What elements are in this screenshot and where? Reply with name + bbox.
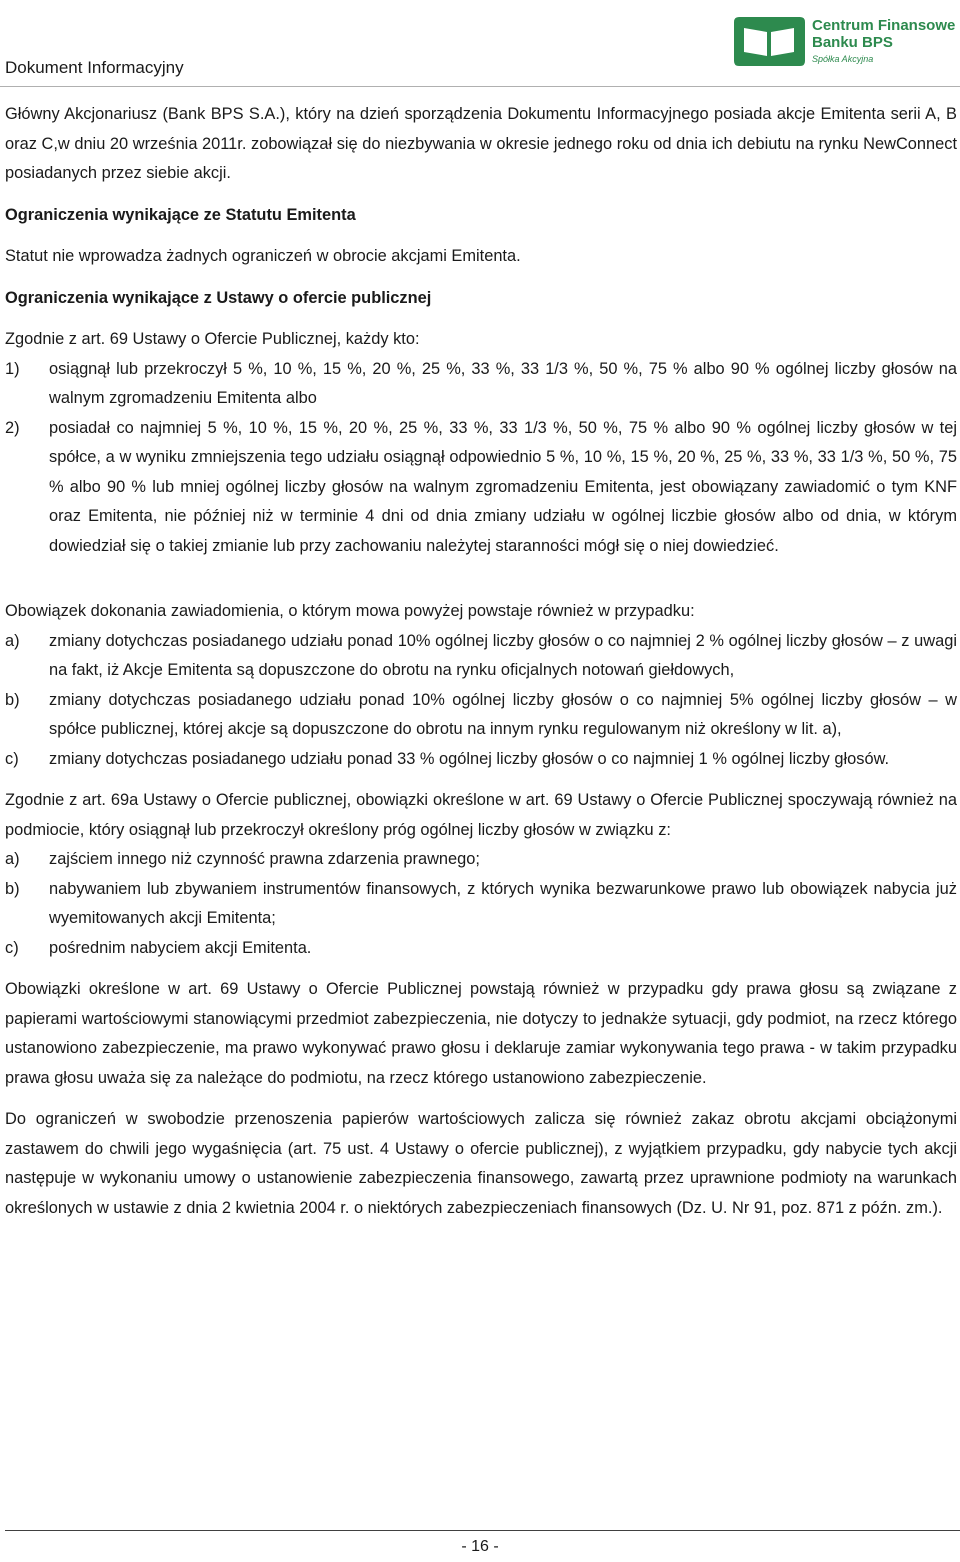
list-marker: a) (5, 850, 20, 868)
list-item-text: zmiany dotychczas posiadanego udziału ponad 10% ogólnej liczby głosów o co najmniej 2 % ogólnej liczby głosów – z uwagi na fakt, iż Akcje Emitenta są dopuszczone do obrotu na rynku oficjalnych notowań giełdowych, (49, 631, 957, 679)
list-item (5, 745, 957, 775)
list-item-text: nabywaniem lub zbywaniem instrumentów finansowych, z których wynika bezwarunkowe prawo lub obowiązek nabycia już wyemitowanych akcji Emitenta; (49, 879, 957, 927)
list-item-text: zmiany dotychczas posiadanego udziału ponad 10% ogólnej liczby głosów o co najmniej 5% ogólnej liczby głosów – w spółce publicznej, której akcje są dopuszczone do obrotu na innym rynku regulowanym niż określony w lit. a), (49, 690, 957, 738)
list-marker: b) (5, 690, 20, 709)
statut-paragraph: Statut nie wprowadza żadnych ograniczeń w obrocie akcjami Emitenta. (5, 247, 521, 265)
list-item (5, 845, 957, 875)
zastaw-paragraph: Obowiązki określone w art. 69 Ustawy o Ofercie Publicznej powstają również w przypadku gdy prawa głosu są związane z papierami wartościowymi stanowiącymi przedmiot zabezpieczenia, nie dotyczy to jednakże sytuacji, gdy podmiot, na rzecz którego ustanowiono zabezpieczenie, ma prawo wykonywać prawo głosu i deklaruje zamiar wykonywania tego prawa - w takim przypadku prawa głosu uważa się za należące do podmiotu, na rzecz którego ustanowiono zabezpieczenie. (5, 980, 957, 1087)
list-item (5, 875, 957, 934)
list-item-text: pośrednim nabyciem akcji Emitenta. (49, 938, 312, 957)
logo-text-line3: Spółka Akcyjna (812, 54, 874, 64)
list-item-text: posiadał co najmniej 5 %, 10 %, 15 %, 20 %, 25 %, 33 %, 33 1/3 %, 50 %, 75 % albo 90 % ogólnej liczby głosów w tej spółce, a w wyniku zmniejszenia tego udziału osiągnął odpowiednio 5 %, 10 %, 15 %, 20 %, 25 %, 33 %, 33 1/3 %, 50 %, 75 % albo 90 % lub mniej ogólnej liczby głosów na walnym zgromadzeniu Emitenta, jest obowiązany zawiadomić o tym KNF oraz Emitenta, nie później niż w terminie 4 dni od dnia zmiany udziału w ogólnej liczbie głosów albo od dnia, w którym dowiedział się o takiej zmianie lub przy zachowaniu należytej staranności mógł się o niej dowiedzieć. (49, 418, 957, 555)
list-marker: 2) (5, 418, 20, 437)
art69a-intro: Zgodnie z art. 69a Ustawy o Ofercie publicznej, obowiązki określone w art. 69 Ustawy o Ofercie Publicznej spoczywają również na podmiocie, który osiągnął lub przekroczył określony próg ogólnej liczby głosów w związku z: (5, 791, 957, 839)
list-marker: c) (5, 938, 19, 957)
list-item-text: zajściem innego niż czynność prawna zdarzenia prawnego; (49, 850, 480, 868)
section-heading-statut: Ograniczenia wynikające ze Statutu Emitenta (5, 205, 356, 224)
list-item (5, 414, 957, 562)
list-item (5, 686, 957, 745)
list-marker: 1) (5, 359, 20, 378)
art69-intro: Zgodnie z art. 69 Ustawy o Ofercie Publicznej, każdy kto: (5, 330, 420, 348)
obowiazek-intro: Obowiązek dokonania zawiadomienia, o którym mowa powyżej powstaje również w przypadku: (5, 602, 695, 620)
page-number: - 16 - (461, 1538, 499, 1555)
list-item-text: zmiany dotychczas posiadanego udziału ponad 33 % ogólnej liczby głosów o co najmniej 1 % ogólnej liczby głosów. (49, 749, 890, 768)
list-item (5, 355, 957, 414)
list-item-text: osiągnął lub przekroczył 5 %, 10 %, 15 %, 20 %, 25 %, 33 %, 33 1/3 %, 50 %, 75 % albo 90 % ogólnej liczby głosów na walnym zgromadzeniu Emitenta albo (49, 359, 957, 407)
list-marker: a) (5, 631, 20, 650)
company-logo (730, 12, 960, 70)
header-divider (0, 86, 960, 87)
logo-text-line1: Centrum Finansowe (812, 17, 956, 34)
logo-text-line2: Banku BPS (812, 34, 893, 51)
intro-paragraph: Główny Akcjonariusz (Bank BPS S.A.), który na dzień sporządzenia Dokumentu Informacyjnego posiada akcje Emitenta serii A, B oraz C,w dniu 20 września 2011r. zobowiązał się do niezbywania w okresie jednego roku od dnia ich debiutu na rynku NewConnect posiadanych przez siebie akcji. (5, 105, 957, 182)
final-paragraph: Do ograniczeń w swobodzie przenoszenia papierów wartościowych zalicza się również zakaz obrotu akcjami obciążonymi zastawem do chwili jego wygaśnięcia (art. 75 ust. 4 Ustawy o ofercie publicznej), z wyjątkiem przypadku, gdy nabycie tych akcji następuje w wykonaniu umowy o ustanowienie zabezpieczenia finansowego, zawartą przez uprawnione podmioty na warunkach określonych w ustawie z dnia 2 kwietnia 2004 r. o niektórych zabezpieczeniach finansowych (Dz. U. Nr 91, poz. 871 z późn. zm.). (5, 1110, 957, 1217)
footer-divider (5, 1530, 960, 1531)
section-heading-ustawa: Ograniczenia wynikające z Ustawy o ofercie publicznej (5, 288, 432, 307)
document-title: Dokument Informacyjny (5, 58, 184, 77)
list-item (5, 934, 957, 964)
list-marker: b) (5, 879, 20, 898)
document-body (5, 100, 957, 1223)
logo-book-icon (730, 14, 808, 66)
list-marker: c) (5, 749, 19, 768)
page-header (0, 0, 960, 88)
list-item (5, 627, 957, 686)
